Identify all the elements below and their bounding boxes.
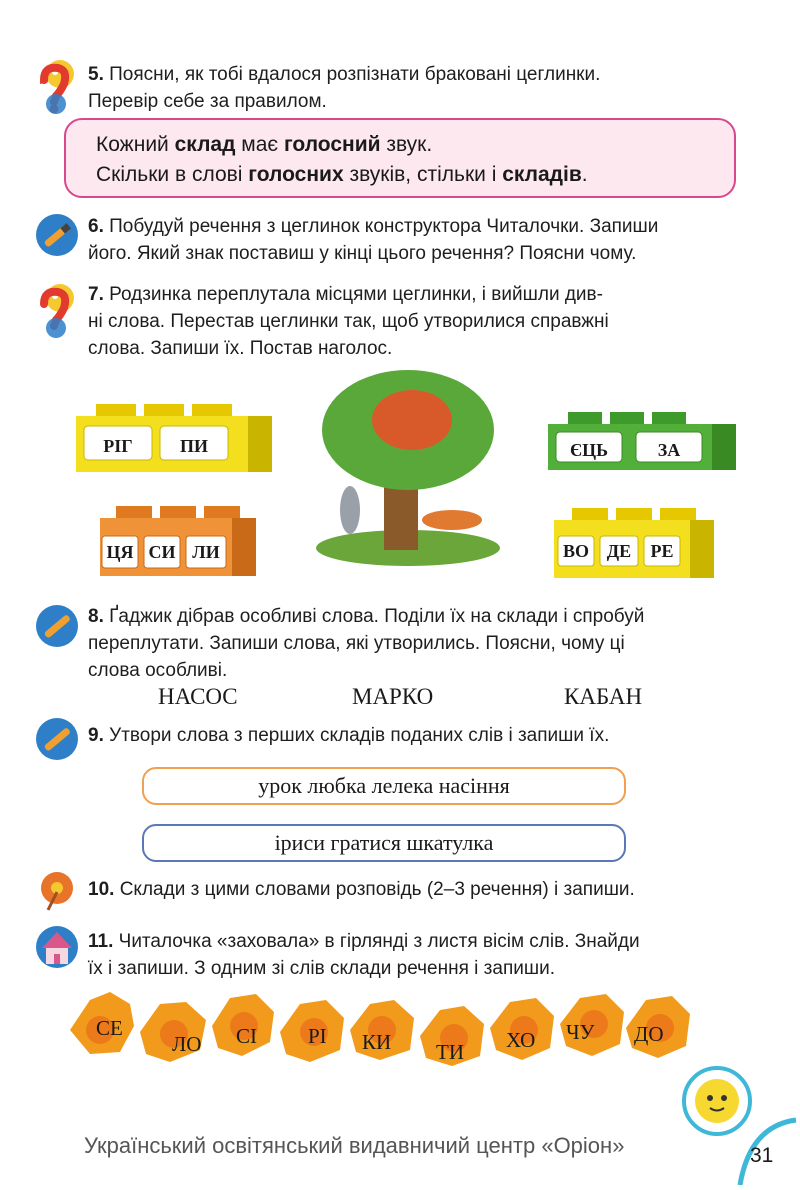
leaf-syllable: СЕ (96, 1016, 123, 1040)
leaf-syllable: ХО (506, 1028, 536, 1052)
leaf-syllable: ДО (634, 1022, 664, 1046)
rule-line-2: Скільки в слові голосних звуків, стільки і складів. (96, 163, 588, 186)
page-number: 31 (750, 1144, 774, 1167)
maple-leaf-icon (34, 866, 80, 916)
pen-icon (34, 212, 80, 262)
brick-label: РІГ (103, 436, 133, 456)
word-pill-blue: іриси гратися шкатулка (142, 824, 626, 862)
leaf-syllable: КИ (362, 1030, 392, 1054)
bricks-illustration (0, 360, 800, 600)
rule-box (64, 118, 736, 198)
brick-label: ЛИ (192, 542, 220, 562)
question-mascot-icon (34, 280, 80, 330)
brick-label: СИ (148, 542, 176, 562)
leaf-syllable: ТИ (436, 1040, 464, 1064)
special-word: КАБАН (564, 684, 643, 709)
task-11: 11. Читалочка «заховала» в гірлянді з листя вісім слів. Знайди їх і запиши. З одним зі слів склади речення і запиши. (88, 931, 640, 979)
brick-label: ЗА (657, 440, 681, 460)
pen-icon (34, 603, 80, 653)
question-mascot-icon (34, 56, 80, 106)
task-number: 5. (88, 64, 104, 85)
brick-label: ВО (562, 541, 589, 561)
task-10: 10. Склади з цими словами розповідь (2–3 речення) і запиши. (88, 879, 635, 900)
special-word: НАСОС (158, 684, 238, 709)
word-pill-orange: урок любка лелека насіння (142, 767, 626, 805)
pen-icon (34, 716, 80, 766)
brick-label: ДЕ (606, 541, 632, 561)
brick-label: ПИ (179, 436, 208, 456)
house-icon (34, 924, 80, 974)
task-6: 6. Побудуй речення з цеглинок конструктора Читалочки. Запиши його. Який знак поставиш у кінці цього речення? Поясни чому. (88, 216, 659, 264)
publisher-footer: Український освітянський видавничий центр «Оріон» (84, 1133, 625, 1158)
task-5 (88, 61, 600, 115)
task-9: 9. Утвори слова з перших складів поданих слів і запиши їх. (88, 725, 610, 746)
leaf-syllable: ЧУ (566, 1020, 595, 1044)
leaf-syllable: СІ (236, 1024, 257, 1048)
leaf-syllable: РІ (308, 1024, 327, 1048)
brick-label: ЄЦЬ (569, 440, 609, 460)
leaf-syllable: ЛО (172, 1032, 202, 1056)
rule-line-1: Кожний склад має голосний звук. (96, 133, 433, 156)
task-text: Перевір себе за правилом. (88, 91, 327, 112)
task-text: Поясни, як тобі вдалося розпізнати браковані цеглинки. (109, 64, 601, 85)
task-7: 7. Родзинка переплутала місцями цеглинки, і вийшли див- ні слова. Перестав цеглинки так, щоб утворилися справжні слова. Запиши їх. Постав наголос. (88, 284, 609, 359)
brick-label: ЦЯ (106, 542, 134, 562)
special-word: МАРКО (352, 684, 434, 709)
tree-illustration (316, 370, 500, 566)
task-8: 8. Ґаджик дібрав особливі слова. Поділи їх на склади і спробуй переплутати. Запиши слова, які утворились. Поясни, чому ці слова особливі. (88, 606, 645, 681)
brick-label: РЕ (650, 541, 674, 561)
orange-brick (100, 506, 256, 576)
